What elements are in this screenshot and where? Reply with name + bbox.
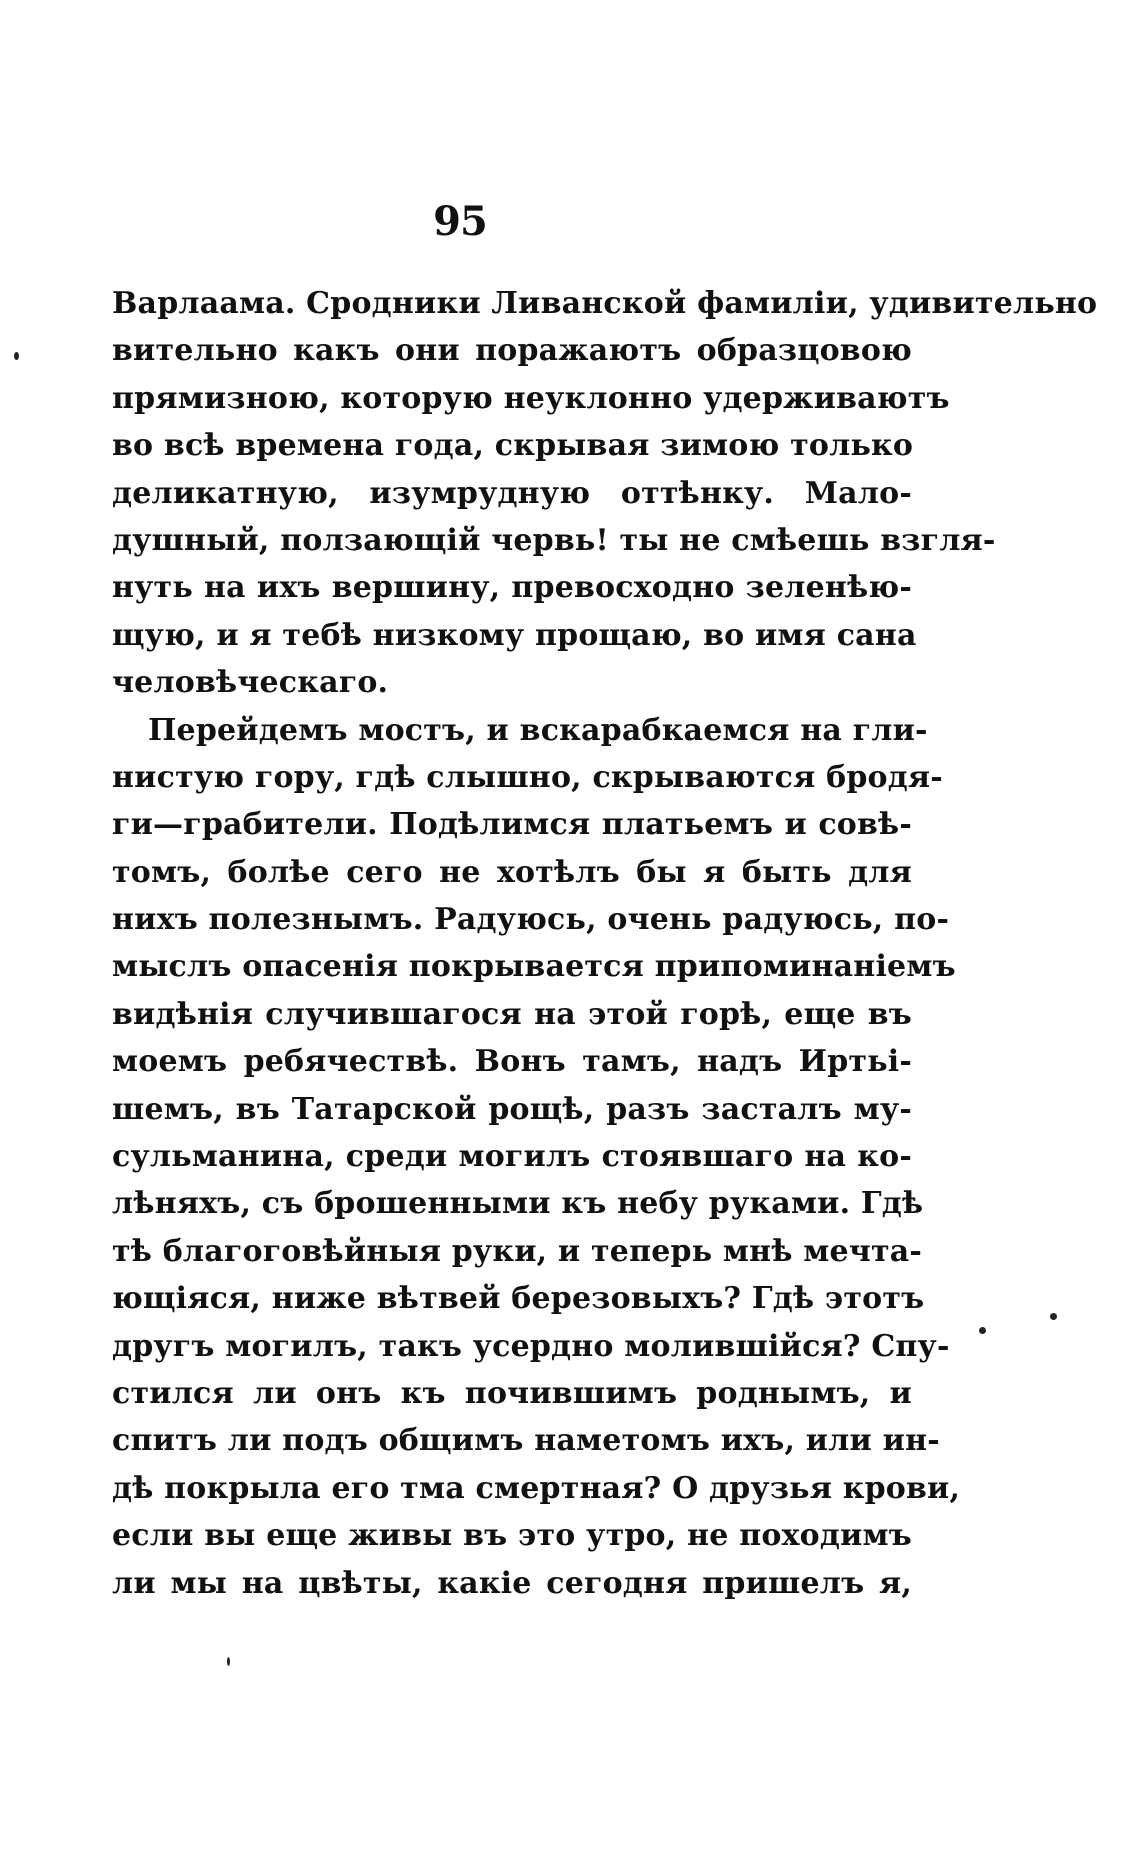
text-line: моемъ ребячествѣ. Вонъ тамъ, надъ Иртьі-: [112, 1044, 912, 1080]
page-number: 95: [433, 198, 487, 245]
scan-speck: [1050, 1313, 1057, 1320]
text-line: дѣ покрыла его тма смертная? О друзья крови,: [112, 1470, 961, 1506]
text-line: нихъ полезнымъ. Радуюсь, очень радуюсь, по-: [112, 902, 950, 938]
text-line: щую, и я тебѣ низкому прощаю, во имя сана: [112, 617, 917, 653]
body-text: [112, 280, 1098, 1607]
text-line: спитъ ли подъ общимъ наметомъ ихъ, или ин-: [112, 1423, 940, 1459]
text-line: человѣческаго.: [112, 665, 389, 701]
text-line: Перейдемъ мостъ, и вскарабкаемся на гли-: [148, 712, 928, 748]
scan-speck: [14, 352, 19, 360]
text-line: другъ могилъ, такъ усердно молившійся? Спу-: [112, 1328, 950, 1364]
text-line: шемъ, въ Татарской рощѣ, разъ засталъ му-: [112, 1091, 912, 1127]
text-line: томъ, болѣе сего не хотѣлъ бы я быть для: [112, 854, 912, 890]
text-line: ли мы на цвѣты, какіе сегодня пришелъ я,: [112, 1565, 912, 1601]
text-line: во всѣ времена года, скрывая зимою только: [112, 428, 914, 464]
text-line: Варлаама. Сродники Ливанской фамиліи, удивительно: [112, 286, 1098, 321]
text-line: видѣнія случившагося на этой горѣ, еще въ: [112, 996, 912, 1032]
scan-speck: [979, 1327, 986, 1334]
text-line: ющіяся, ниже вѣтвей березовыхъ? Гдѣ этотъ: [112, 1281, 925, 1317]
text-line: мыслъ опасенія покрывается припоминаніемъ: [112, 949, 956, 985]
text-line: лѣняхъ, съ брошенными къ небу руками. Гдѣ: [112, 1186, 924, 1222]
text-line: душный, ползающій червь! ты не смѣешь взгля-: [112, 522, 996, 558]
text-line: тѣ благоговѣйныя руки, и теперь мнѣ мечта-: [112, 1233, 923, 1269]
text-line: ги—грабители. Подѣлимся платьемъ и совѣ-: [112, 807, 912, 843]
text-line: нистую гору, гдѣ слышно, скрываются бродя-: [112, 759, 943, 795]
text-line: нуть на ихъ вершину, превосходно зеленѣю-: [112, 570, 912, 606]
scan-speck: [227, 1657, 230, 1666]
text-line: вительно какъ они поражаютъ образцовою: [112, 333, 912, 369]
text-line: сульманина, среди могилъ стоявшаго на ко-: [112, 1139, 912, 1175]
text-line: если вы еще живы въ это утро, не походимъ: [112, 1518, 912, 1554]
text-line: прямизною, которую неуклонно удерживаютъ: [112, 380, 950, 416]
text-line: деликатную, изумрудную оттѣнку. Мало-: [112, 475, 912, 511]
text-line: стился ли онъ къ почившимъ роднымъ, и: [112, 1375, 912, 1411]
